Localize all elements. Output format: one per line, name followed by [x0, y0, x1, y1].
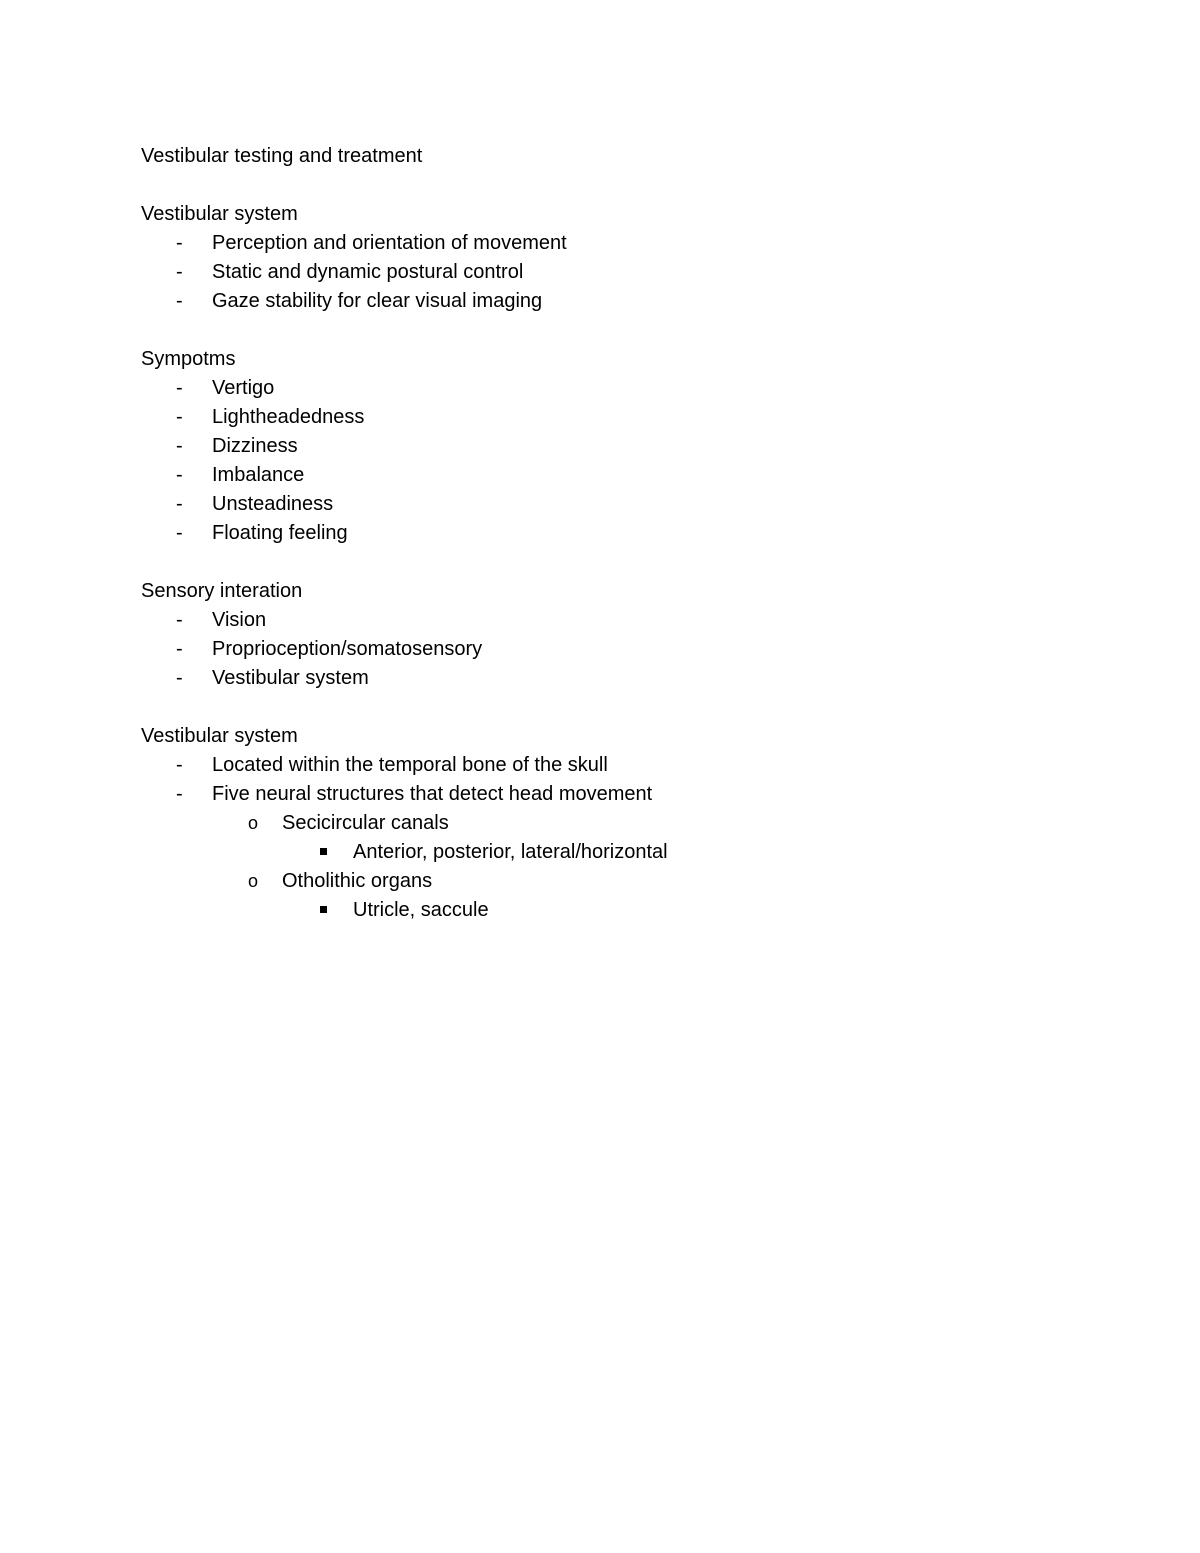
list-item-text: Unsteadiness — [212, 493, 334, 515]
section-heading-sensory-integration: Sensory interation — [141, 580, 303, 602]
list-item-text: Vestibular system — [212, 667, 369, 689]
dash-bullet: - — [176, 261, 183, 283]
sub-sub-list-item — [141, 838, 1041, 867]
square-bullet-icon — [320, 906, 327, 913]
sub-list-item-text: Otholithic organs — [282, 870, 433, 892]
sub-list-item — [141, 867, 1041, 896]
sub-sub-list-item-text: Utricle, saccule — [353, 899, 489, 921]
list-item — [141, 287, 1041, 316]
section-heading-vestibular-system: Vestibular system — [141, 725, 298, 747]
list-item-text: Dizziness — [212, 435, 298, 457]
dash-bullet: - — [176, 406, 183, 428]
list-item — [141, 490, 1041, 519]
blank-line — [141, 693, 1041, 722]
blank-line — [141, 548, 1041, 577]
list-item — [141, 780, 1041, 809]
dash-bullet: - — [176, 754, 183, 776]
square-bullet-icon — [320, 848, 327, 855]
circle-bullet: o — [248, 871, 259, 891]
list-item — [141, 258, 1041, 287]
section-heading-symptoms: Sympotms — [141, 348, 236, 370]
dash-bullet: - — [176, 232, 183, 254]
sub-sub-list-item — [141, 896, 1041, 925]
list-item-text: Vertigo — [212, 377, 275, 399]
list-item — [141, 606, 1041, 635]
dash-bullet: - — [176, 667, 183, 689]
dash-bullet: - — [176, 377, 183, 399]
dash-bullet: - — [176, 493, 183, 515]
document-title: Vestibular testing and treatment — [141, 145, 423, 167]
list-item-text: Gaze stability for clear visual imaging — [212, 290, 543, 312]
list-item — [141, 374, 1041, 403]
blank-line — [141, 171, 1041, 200]
list-item-text: Five neural structures that detect head movement — [212, 783, 653, 805]
blank-line — [141, 316, 1041, 345]
list-item-text: Imbalance — [212, 464, 305, 486]
list-item-text: Lightheadedness — [212, 406, 365, 428]
dash-bullet: - — [176, 464, 183, 486]
document-body — [141, 142, 1041, 925]
list-item-text: Floating feeling — [212, 522, 348, 544]
dash-bullet: - — [176, 609, 183, 631]
sub-sub-list-item-text: Anterior, posterior, lateral/horizontal — [353, 841, 668, 863]
dash-bullet: - — [176, 435, 183, 457]
list-item-text: Static and dynamic postural control — [212, 261, 524, 283]
dash-bullet: - — [176, 522, 183, 544]
list-item — [141, 229, 1041, 258]
list-item — [141, 751, 1041, 780]
list-item — [141, 635, 1041, 664]
list-item — [141, 519, 1041, 548]
list-item-text: Located within the temporal bone of the skull — [212, 754, 608, 776]
dash-bullet: - — [176, 290, 183, 312]
dash-bullet: - — [176, 783, 183, 805]
list-item-text: Perception and orientation of movement — [212, 232, 567, 254]
section-heading-vestibular-system: Vestibular system — [141, 203, 298, 225]
list-item — [141, 403, 1041, 432]
sub-list-item — [141, 809, 1041, 838]
list-item — [141, 432, 1041, 461]
list-item-text: Proprioception/somatosensory — [212, 638, 483, 660]
circle-bullet: o — [248, 813, 259, 833]
list-item — [141, 461, 1041, 490]
list-item-text: Vision — [212, 609, 267, 631]
dash-bullet: - — [176, 638, 183, 660]
list-item — [141, 664, 1041, 693]
sub-list-item-text: Secicircular canals — [282, 812, 449, 834]
